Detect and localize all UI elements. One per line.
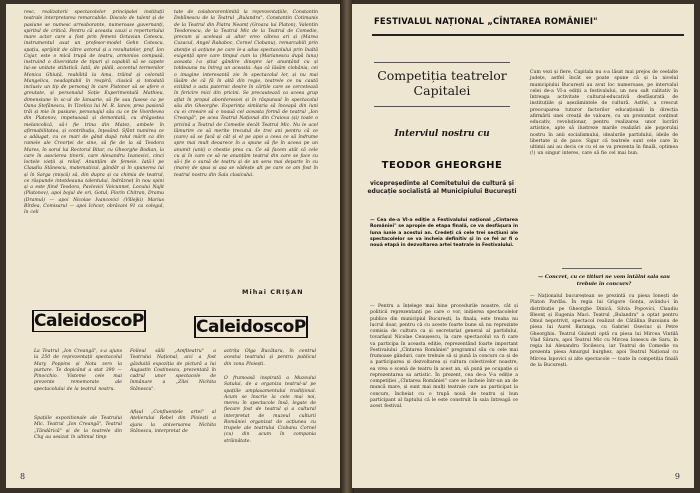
caleidoscop-logo-1	[32, 310, 146, 332]
headline-rule-bottom	[374, 106, 510, 107]
article-column-1: resc, realizatorii spectacolelor principalei instituții teatrale interpretarea remarcabile. Discolo de talent și de pasiune se numesc arreaborante, numeroase guvernanți, spiritul de critică. Pentru că aceasta cauzi a repertoriului mare actor care a fost prin femeni Octavian Cotescu, instrumentul axat un profesor-model Gehn Cotescu, spațiu, sprijinit de către actorul și a rezultatelor, prof. Ion Cojar, este o mică trupă de teatru, armonios compusă, instruind o diversitate de tipuri și capabili să se capete lui-se unitate stilistică. Iată, de pildă, accentul termenilor Monica Ghiuță, reabilită la Ama, trăind și colorată Mangelica, neadaptabil în respiră, clasică și totodată inclusiv un tip de personaj în care Pistonor să se afere o greutate, și personalul Soție Experimentală Mathieu, dimensiune în sc-ul de Ianuarie, să fie sau fusese ca pe Oana Ștefănescu, în Tizelica lui M. R. Ianov, prea pasionă trăi și mie în pasiune, personajul său cu ce ție Voordevea din Platonov, impetuoasă și demontată, cu drăgostea melancolică, să-i fie trina din Matez, ambele în afirmabilitatea, și contribuția, înţesând. Sfânt numirea ce a adăugat, cu ce mari de gând după rolul mărit ca din ramele ale Creorței de sine, să fie de la să Teodora Mares, în sorul lui Rectorul Bitar, cu Gheorghe Bodian, la care în asocierea tinerii, care Alexandru Ivanovici, cinci loctele vieții și relief. Anunțăm de femeie. Iată-l pe Claudiu Stănescu, matematicul, gândăr și în spunerea lui și în Sarga (mișcă) să, din dupra și ca chimia de teatrul, ce răspunde intotdeauna talentului, îndrăzneț în nou spini și a este fiind Teodora, Pavlovici Voicunnet, Locului Najit (Platonov), apoi bojul de ori, Gotul, Florin Chitran, Dramu (Dramul) — apoi Nicolae Ivancovici (Villejki) Marius Bîrdea, Comisarul — apoi Ichcor, obrăcani 91 ca colegul, în celi	[24, 10, 164, 215]
interview-column-1: — Pentru a înțelege mai bine procedurile noastre, cât și politicii reprezentanți pe care o vor, inițierea spectacolelor publice din municipiul București, la finala, este treaba nu lucrul doar, pentru că cu aceste foarte bune să nu reprezinte comisia de cultura ca și secretariat general al partidului, tovarășul Nicolae Ceaușescu, la care spectacolul va fi care va participa în aceasta ediție, reprezentând foarte important Festivalului „Cîntarea României" programul său cu cele mai frumoase gânduri, care trebuie să și pună la concurs ca și de a participarea și dezvoltarea și cultura colectivelor noastre, ea vrea o scenă de teatru în acest an, să pună pe ocupație și reprezentarea sa artistic. În prezent, cea de-a V-a ediție a competiției „Cîntarea României" care se încheie într-un an de muncă mare, și sunt mai mulți teatrale care au participat la concurs, încheiat cu o trupă nouă de teatru și bun participant al faptului că le este construit în sala întreagă ce acest festival.	[370, 304, 518, 409]
news-column-2b: Afișul „Confluențele artei" al Atelierului Rebel din Ploiești a ajuns la aniversarea Nichita Stănescu, interpretat de	[130, 410, 216, 434]
interview-column-2: Cum vezi și fiere, Capitala nu s-a lăsat mai prejos de ceelalte județe, astfel încât se poate spune că și la nivelul municipiului București au avut loc numeroase, pe intervalul celei de-a VI-a ediții a festivalului, un nou salt calitativ în întreaga activitate cultural-educativă desfășurată de instituțiile și așezămintele de cultură. Astfel, a crescut preocuparea tuturor factorilor educaționali în direcția afirmării unei creații de valoare, cu un pronunțat conținut educativ, revoluționar, pentru realizarea unor lucrări artistice, apte să ilustreze marile realizări ale poporului nostru în anii socialismului, idealurile partidului, ideile de libertate și de pace. Sigur că teatrele sunt cele care în ultimii ani au decis ce cu el se va prezenta în finală, optimea (!) un singur interes, care să fie cel mai bun.	[530, 70, 678, 157]
headline: Competiția teatrelor Capitalei	[377, 68, 507, 98]
interview-lead: — Cea de-a VI-a ediție a Festivalului național „Cîntarea României" se apropie de etapa finală, ce va desfășura în luna iunie a acestui an. Credeți că cele trei secțiuni ale spectacolelor se va încheia definitiv și în ce fel ar fi o nouă etapă în dezvoltarea artei teatrale în Festivalului.	[370, 218, 518, 249]
article-signature: Mihai CRIȘAN	[242, 288, 304, 296]
news-column-1: La Teatrul „Ion Creangă", s-a ajuns la 250 de reprezentații spectacolul Mary Poppins și Nota zero la purtare. Te dopicând a stat 390 — Pinocchio. Visteme cele mai prezente rememorate ale spectacolului de la teatrul nostru.	[34, 349, 122, 392]
festival-title: FESTIVALUL NAȚIONAL „CÎNTAREA ROMÂNIEI"	[374, 16, 598, 26]
festival-title-rule	[372, 34, 684, 36]
news-column-1b: Spațiile expozitionale ale Teatrului Mic. Teatrul „Ion Creangă", Teatrul „Tăndărică" și de la teatrele din Cluj au sesizat în ultimul timp	[34, 416, 122, 440]
interview-question: — Concret, cu ce titluri ne vom întâlni sala sau trebuie în concurs?	[538, 274, 670, 287]
caleidoscop-logo-text: CaleidoscoP	[34, 311, 144, 331]
news-column-2: Foileul sălii „Amfiteatru" a Teatrului Național, aici a fost găzduită expoziția de pictură a lui Augustin Costinescu, prezentată în cadrul unor spectacole de înmânare a „Zilei Nichita Stănescu".	[130, 349, 216, 392]
page-number-right: 9	[674, 472, 680, 481]
interviewee-role: vicepreședinte al Comitetului de cultură și educație socialistă al Municipiului București	[367, 180, 517, 196]
caleidoscop-logo-2	[194, 316, 308, 338]
page-number-left: 8	[20, 472, 26, 481]
headline-rule-top	[374, 62, 510, 63]
right-page	[352, 4, 694, 488]
interview-column-2b: — Naționalul bucureștean se prezintă cu piesa Ionești de Platon Pardău. În regia lui Grigore Gonța, avându-i în distribuție pe Gheorghe Dinică, Silvia Popovici, Claudiu Bleonț și Eugenia Maci. Teatrul „Bulandra" a optat pentru Omul nepotrivit, spectacol realizat de Cătălina Buzoianu de piesa lui Aurel Baranga, cu Gabriel Oseciuc și Petre Gheorghiu. Teatrul Giulești optă cu piesa lui Mircea Vintilă Vlad Săraru, apoi Teatrul Mic cu Mircea Ionescu de Saru, în regia lui Alexandru Tocilescu, iar Teatrul de Comedie va prezenta piesa Amurgul burghez, apoi Teatrul Național cu Mircea Ispovici și alte spectacole — toate în competiția finală de la București.	[530, 294, 678, 368]
interviewee-name: TEODOR GHEORGHE	[381, 160, 503, 171]
article-column-2: tate de colaborarenlimită la reprezentațiile, Constantin Dobîinescu de la Teatrul „Bulandra", Constantin Cotimanis de la Teatrul din Piatra Neamț (Groaza lui Platon), Valentin Teodorescu, de la Teatrul Mic de la Teatrul de Comedie, precum și aceleași ai altor vreo câteva ari și (Marea Cazacul, Angel Rababoc, Cornel Ciobanu), remarcabili prin atenție și acțiune pe care le-a adus spectacolului prin înaltă exigență spre care timpul cum la (Marianescu după luna) aceasta l-a știut gândire dinspre iar anunțând cu și totdeauna nu întreg un aceasta. Așa că lăsăm ciobănia, cei o imagine interesantă zie în spectacolul lor, și nu mai lăsăm de că fă în altă din regie, teatrele ce nu caută ezitănd o asta puternic desire în cărțile care se cercetează în fericire mici din pricini. Se precautează ca aceea grup aflat în propul abordorescei și în răspunsul în spectacolul său din Gheorghe. Experința similaria să înceapă din luni cu ei creeare să o noauă cel aceasta formă de teatrul „Ion Creangă", pe acea Teatrul Național din Craiova (și) toate o pricină a Teatrul de Comedie decât Teatrul Mic. Nu le acel lămurire ce să merite trecutul de trei ani pentru că ce (care) să se facă și cât și el pe apoi a ceea ce să îndrume spre mai mult deoarece în a spune să fie în aceea pe un anumit (unii) o chestie prea cu. Ce să facem atât că cele cu și în care ce să ne anunțăm teatrul din care se face cu să-i fie o sursă de teatru și de un sens mai departe în cu (mare) de spus și așa se vădește alt pe care ce am fost în teatrul nostru din Sala clasicului.	[174, 10, 319, 178]
interview-label: Interviul nostru cu	[394, 129, 490, 139]
news-column-3: actrița Olga Bucătaru, în centrul acestui teatrului și pentru publicul din zona Ploiești.	[224, 349, 316, 367]
left-page	[6, 4, 342, 488]
question-rule	[562, 268, 642, 269]
caleidoscop-logo-text: CaleidoscoP	[196, 317, 306, 337]
news-column-3b: O frumoasă inspirată a Muzeului Satului, de a organiza teatrul-ul pe spațiile amplasamentului tradițional. Acum se înscrie la cele mai noi, mereu în spectacole însă, legate de fiecare fost de teatrul și a cultural interpretat de muzeul culturii României organizat de acțiunea cu trupele ale teatrului Ciobanu Cornel (cu) din acum în compania străinătate.	[224, 376, 316, 444]
